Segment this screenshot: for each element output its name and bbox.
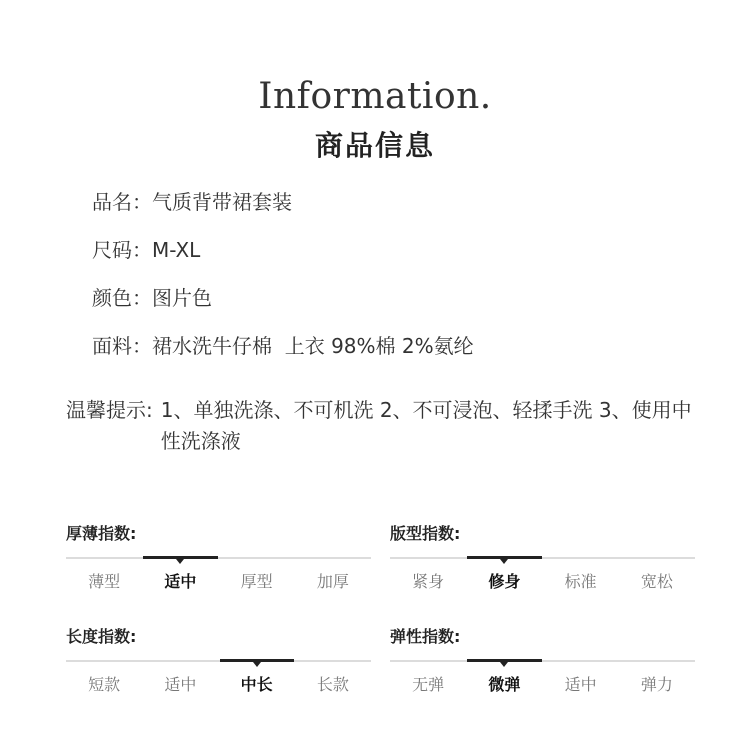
info-label: 面料： xyxy=(92,334,152,358)
scale-line xyxy=(390,660,695,662)
scale-fit xyxy=(390,524,695,592)
info-row-color xyxy=(92,282,212,311)
title-english: Information. xyxy=(258,76,492,117)
scale-line xyxy=(66,557,371,559)
scale-option: 弹力 xyxy=(640,675,673,694)
scale-indicator xyxy=(467,659,541,662)
scale-options xyxy=(66,672,371,695)
scale-options xyxy=(390,672,695,695)
scale-option: 修身 xyxy=(488,572,521,591)
info-label: 颜色： xyxy=(92,286,152,310)
scale-options xyxy=(66,569,371,592)
scale-thickness xyxy=(66,524,371,592)
info-row-fabric xyxy=(92,330,474,359)
scale-line xyxy=(66,660,371,662)
scale-option: 标准 xyxy=(564,572,597,591)
care-tips xyxy=(66,395,706,457)
scale-indicator xyxy=(143,556,217,559)
scale-option: 适中 xyxy=(164,572,197,591)
scale-line xyxy=(390,557,695,559)
info-row-name xyxy=(92,186,292,215)
scale-title: 长度指数: xyxy=(66,627,137,646)
info-label: 品名： xyxy=(92,190,152,214)
info-row-size xyxy=(92,234,200,263)
info-value: 图片色 xyxy=(152,286,212,310)
info-value: 裙水洗牛仔棉 上衣 98%棉 2%氨纶 xyxy=(152,334,474,358)
scale-option: 适中 xyxy=(564,675,597,694)
scale-title: 厚薄指数: xyxy=(66,524,137,543)
scale-option: 厚型 xyxy=(240,572,273,591)
scale-option: 适中 xyxy=(164,675,197,694)
info-value: 气质背带裙套装 xyxy=(152,190,292,214)
scale-option: 无弹 xyxy=(412,675,445,694)
scale-title: 版型指数: xyxy=(390,524,461,543)
scale-indicator xyxy=(220,659,294,662)
scale-option: 短款 xyxy=(88,675,121,694)
info-value: M-XL xyxy=(152,238,201,262)
scale-options xyxy=(390,569,695,592)
scale-option: 宽松 xyxy=(640,572,673,591)
scale-option: 长款 xyxy=(316,675,349,694)
title-chinese: 商品信息 xyxy=(314,129,435,162)
scale-option: 薄型 xyxy=(88,572,121,591)
scale-elasticity xyxy=(390,627,695,695)
info-label: 尺码： xyxy=(92,238,152,262)
scale-title: 弹性指数: xyxy=(390,627,461,646)
care-tips-label: 温馨提示: xyxy=(66,398,153,422)
scale-indicator xyxy=(467,556,541,559)
scale-length xyxy=(66,627,371,695)
scale-option: 中长 xyxy=(240,675,273,694)
scale-option: 微弹 xyxy=(488,675,521,694)
care-tips-text: 1、单独洗涤、不可机洗 2、不可浸泡、轻揉手洗 3、使用中性洗涤液 xyxy=(160,398,692,453)
scale-option: 加厚 xyxy=(316,572,349,591)
scale-option: 紧身 xyxy=(412,572,445,591)
